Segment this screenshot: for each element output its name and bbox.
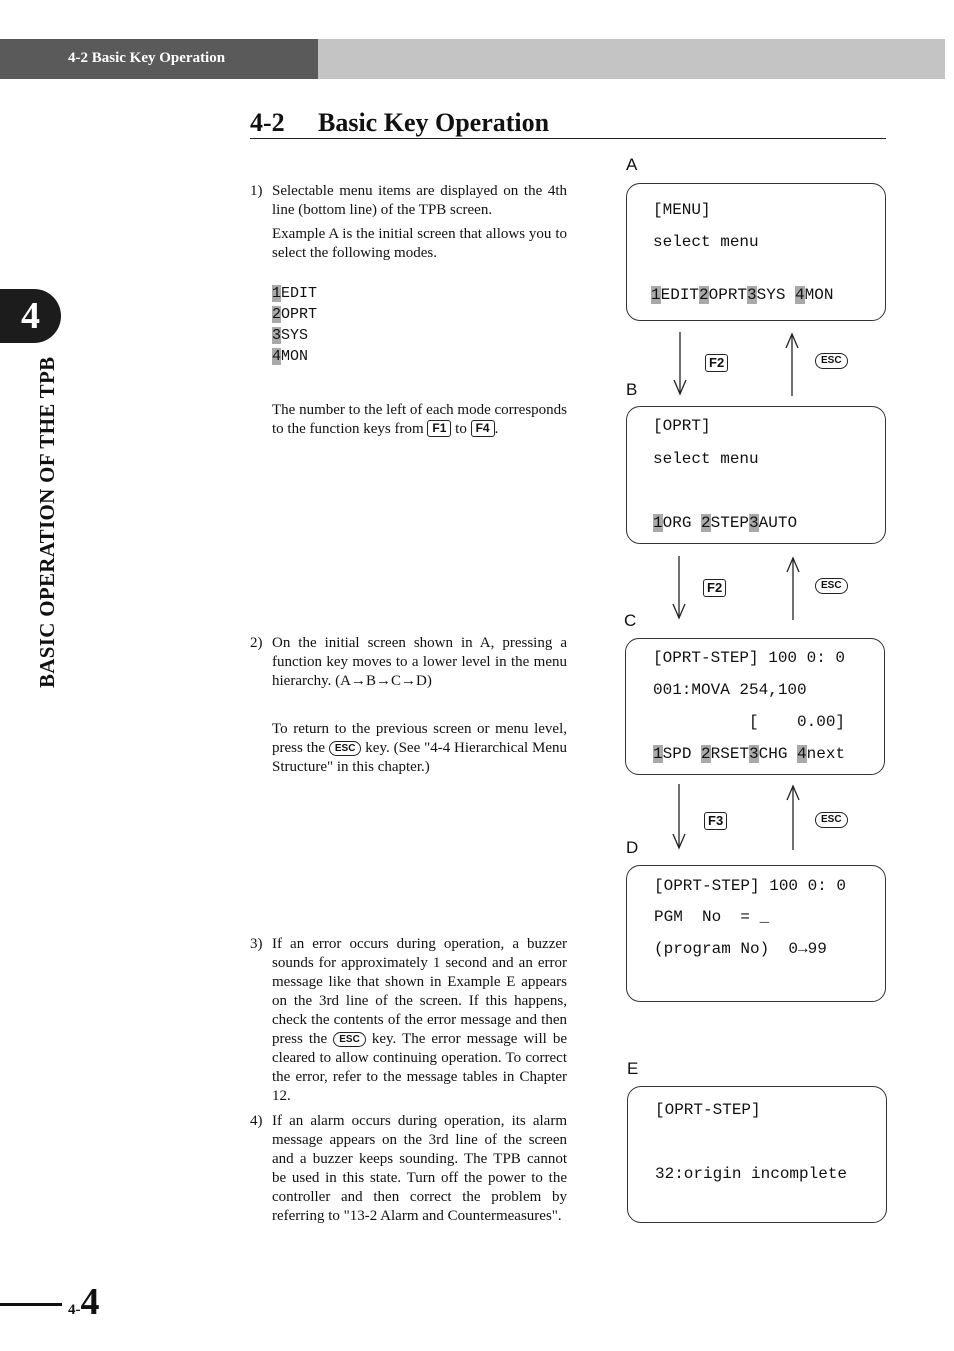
f2-key-icon: F2 (703, 579, 726, 597)
mode-item: 4MON (272, 348, 309, 365)
item-1-marker: 1) (250, 183, 263, 199)
chapter-side-title: BASIC OPERATION OF THE TPB (35, 356, 59, 688)
screen-c-label: C (624, 611, 637, 630)
item-2-marker: 2) (250, 635, 263, 651)
esc-key-icon: ESC (329, 741, 362, 756)
item-4-marker: 4) (250, 1113, 263, 1129)
screen-a-label: A (626, 155, 638, 174)
mode-item: 2OPRT (272, 306, 318, 323)
tpb-screen-d (626, 865, 886, 1002)
screen-line: [OPRT] (653, 417, 711, 435)
item-2-paragraph-1: On the initial screen shown in A, pressing a function key moves to a lower level in the menu hierarchy. (A→B→C→D) (272, 635, 567, 689)
f3-key-icon: F3 (704, 812, 727, 830)
section-title: Basic Key Operation (318, 108, 550, 137)
screen-line: [OPRT-STEP] 100 0: 0 (653, 649, 846, 667)
mode-list (272, 283, 317, 367)
item-1-paragraph-1: Selectable menu items are displayed on the 4th line (bottom line) of the TPB screen. (272, 183, 567, 218)
screen-line: PGM No = _ (654, 908, 770, 926)
tpb-screen-c (625, 638, 885, 775)
screen-b-label: B (626, 380, 638, 399)
screen-error-line: 32:origin incomplete (655, 1165, 848, 1183)
tpb-screen-b (626, 406, 886, 544)
screen-line: [ 0.00] (653, 713, 846, 731)
f4-key-icon: F4 (471, 420, 495, 437)
esc-key-icon: ESC (815, 578, 848, 594)
item-2-paragraph-2: To return to the previous screen or menu level, press the ESC key. (See "4-4 Hierarchical Menu Structure" in this chapter.) (272, 721, 568, 775)
screen-line: [OPRT-STEP] (655, 1101, 761, 1119)
item-3-paragraph: If an error occurs during operation, a buzzer sounds for approximately 1 second and an error message like that shown in Example E appears on the 3rd line of the screen. If this happens, check the contents of the error message and then press the ESC key. The error message will be cleared to allow continuing operation. To correct the error, refer to the message tables in Chapter 12. (272, 936, 568, 1104)
mode-item: 3SYS (272, 327, 309, 344)
esc-key-icon: ESC (333, 1032, 366, 1047)
screen-menu-line: 1ORG 2STEP3AUTO (653, 514, 798, 532)
esc-key-icon: ESC (815, 812, 848, 828)
chapter-number: 4 (21, 295, 40, 337)
title-rule (250, 138, 886, 139)
section-number: 4-2 (250, 108, 285, 137)
transition-arrows (660, 328, 810, 400)
header-section: 4-2 Basic Key Operation (68, 50, 226, 66)
item-4-paragraph: If an alarm occurs during operation, its alarm message appears on the 3rd line of the screen and a buzzer keeps sounding. The TPB cannot be used in this state. Turn off the power to the controller and then correct the problem by referring to "13-2 Alarm and Countermeasures". (272, 1113, 567, 1224)
esc-key-icon: ESC (815, 353, 848, 369)
screen-e-label: E (627, 1059, 639, 1078)
mode-item: 1EDIT (272, 285, 318, 302)
screen-d-label: D (626, 838, 639, 857)
tpb-screen-e (627, 1086, 887, 1223)
page-title (250, 108, 549, 138)
screen-line: 001:MOVA 254,100 (653, 681, 807, 699)
item-1-paragraph-2: Example A is the initial screen that allows you to select the following modes. (272, 226, 567, 261)
screen-menu-line: 1SPD 2RSET3CHG 4next (653, 745, 846, 763)
page-number: 4-4 (68, 1281, 100, 1323)
f2-key-icon: F2 (705, 354, 728, 372)
item-1-paragraph-3: The number to the left of each mode corresponds to the function keys from F1 to F4 . (272, 402, 567, 437)
tpb-screen-a (626, 183, 886, 321)
screen-line: (program No) 0→99 (654, 940, 827, 958)
screen-line: select menu (653, 450, 759, 468)
f1-key-icon: F1 (427, 420, 451, 437)
transition-arrows (660, 552, 810, 624)
screen-menu-line: 1EDIT2OPRT3SYS 4MON (651, 286, 834, 304)
screen-line: select menu (653, 233, 759, 251)
item-3-marker: 3) (250, 936, 263, 952)
transition-arrows (660, 780, 810, 854)
header-band-light (318, 39, 945, 79)
screen-line: [OPRT-STEP] 100 0: 0 (654, 877, 847, 895)
page-number-rule (0, 1303, 62, 1306)
screen-line: [MENU] (653, 201, 711, 219)
